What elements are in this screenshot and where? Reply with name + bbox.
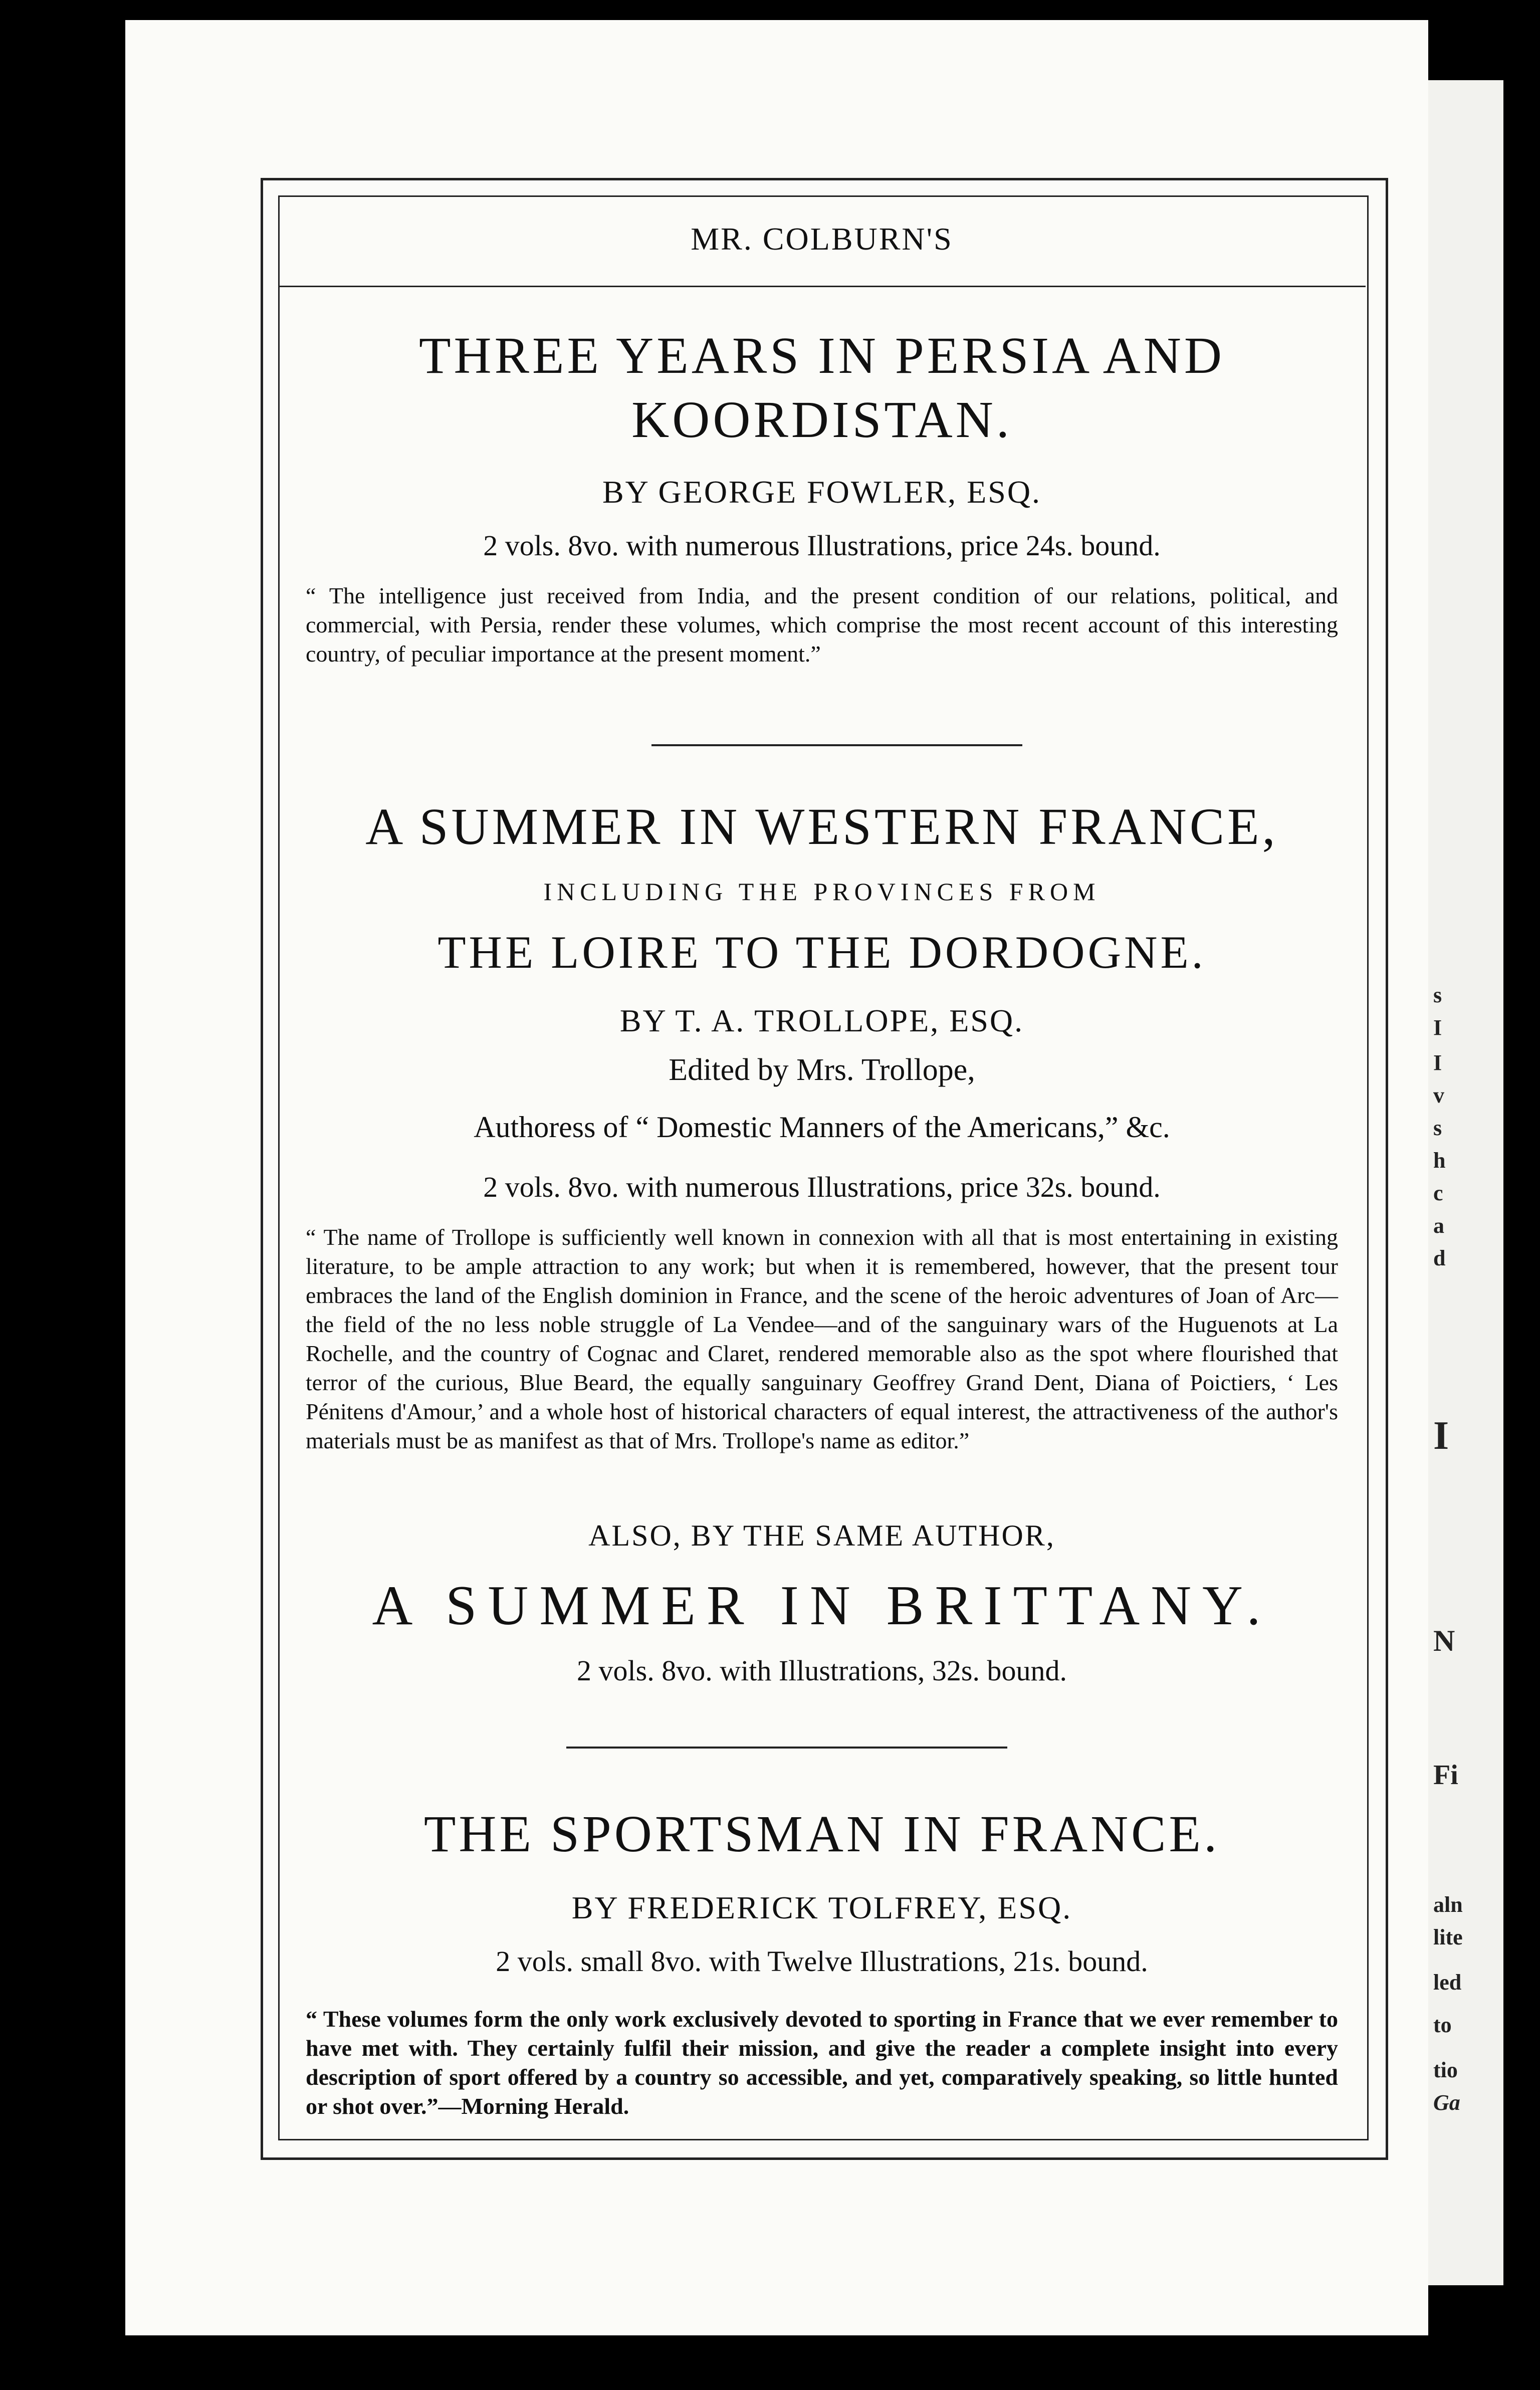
edge-fragment: I <box>1433 1414 1449 1458</box>
book3-title: THE SPORTSMAN IN FRANCE. <box>423 1805 1220 1863</box>
adjacent-page-edge <box>1428 80 1503 2285</box>
book1-title-line1: THREE YEARS IN PERSIA AND <box>418 327 1225 384</box>
edge-fragment: I <box>1433 1015 1442 1040</box>
edge-fragment: s <box>1433 983 1442 1007</box>
book2-title: A SUMMER IN WESTERN FRANCE, <box>365 798 1278 855</box>
edge-fragment: to <box>1433 2013 1452 2037</box>
edge-fragment: d <box>1433 1246 1446 1270</box>
edge-fragment: lite <box>1433 1925 1463 1949</box>
header-rule <box>278 286 1366 287</box>
book2-review-quote: “ The name of Trollope is sufficiently well known in connexion with all that is most entertaining in existing literature, to be ample attraction to any work; but when it is remembered, however, that the present tour embraces the land of the English dominion in France, and the scene of the heroic adventures of Joan of Arc—the field of the no less noble struggle of La Vendee—and of the sanguinary wars of the Huguenots at La Rochelle, and the country of Cognac and Claret, rendered memorable also as the spot where flourished that terror of the curious, Blue Beard, the equally sanguinary Geoffrey Grand Dent, Diana of Poictiers, ‘ Les Pénitens d'Amour,’ and a whole host of historical characters of equal interest, the attractiveness of the author's materials must be as manifest as that of Mrs. Trollope's name as editor.” <box>306 1224 1338 1453</box>
book1-publication-details: 2 vols. 8vo. with numerous Illustrations, price 24s. bound. <box>483 529 1161 562</box>
book1-review-quote: “ The intelligence just received from India, and the present condition of our relations, political, and commercial, with Persia, render these volumes, which comprise the most recent account of this interesting country, of peculiar importance at the present moment.” <box>306 583 1338 667</box>
publisher-header: MR. COLBURN'S <box>691 221 953 257</box>
edge-fragment: c <box>1433 1181 1443 1205</box>
edge-fragment: a <box>1433 1213 1444 1238</box>
book-brittany-title: A SUMMER IN BRITTANY. <box>372 1575 1272 1637</box>
edge-fragment: s <box>1433 1116 1442 1140</box>
section-rule <box>651 744 1022 746</box>
edge-fragment: Ga <box>1433 2090 1460 2115</box>
book2-publication-details: 2 vols. 8vo. with numerous Illustrations, price 32s. bound. <box>483 1171 1161 1203</box>
book3-review-quote: “ These volumes form the only work exclusively devoted to sporting in France that we ever remember to have met with. They certainly fulfil their mission, and give the reader a complete insight into every description of sport offered by a country so accessible, and yet, comparatively speaking, so little hunted or shot over.”—Morning Herald. <box>306 2006 1338 2119</box>
book-brittany-publication-details: 2 vols. 8vo. with Illustrations, 32s. bound. <box>577 1654 1067 1687</box>
edge-fragment: led <box>1433 1970 1462 1995</box>
edge-fragment: N <box>1433 1624 1455 1657</box>
book2-subtitle: INCLUDING THE PROVINCES FROM <box>543 878 1101 906</box>
edge-fragment: tio <box>1433 2058 1458 2082</box>
book2-subtitle-places: THE LOIRE TO THE DORDOGNE. <box>437 927 1206 978</box>
edge-fragment: h <box>1433 1148 1446 1173</box>
also-same-author-label: ALSO, BY THE SAME AUTHOR, <box>588 1519 1055 1552</box>
book1-author: BY GEORGE FOWLER, ESQ. <box>602 474 1042 510</box>
section-rule <box>566 1747 1007 1749</box>
book1-title-line2: KOORDISTAN. <box>631 391 1012 449</box>
book3-publication-details: 2 vols. small 8vo. with Twelve Illustrations, 21s. bound. <box>496 1945 1148 1978</box>
book2-authoress-note: Authoress of “ Domestic Manners of the Americans,” &c. <box>474 1111 1170 1144</box>
edge-fragment: v <box>1433 1083 1444 1108</box>
book2-editor: Edited by Mrs. Trollope, <box>669 1053 975 1087</box>
edge-fragment: Fi <box>1433 1760 1458 1791</box>
book2-author: BY T. A. TROLLOPE, ESQ. <box>619 1003 1024 1038</box>
edge-fragment: I <box>1433 1050 1442 1075</box>
edge-fragment: aln <box>1433 1892 1463 1917</box>
book3-author: BY FREDERICK TOLFREY, ESQ. <box>571 1890 1072 1925</box>
